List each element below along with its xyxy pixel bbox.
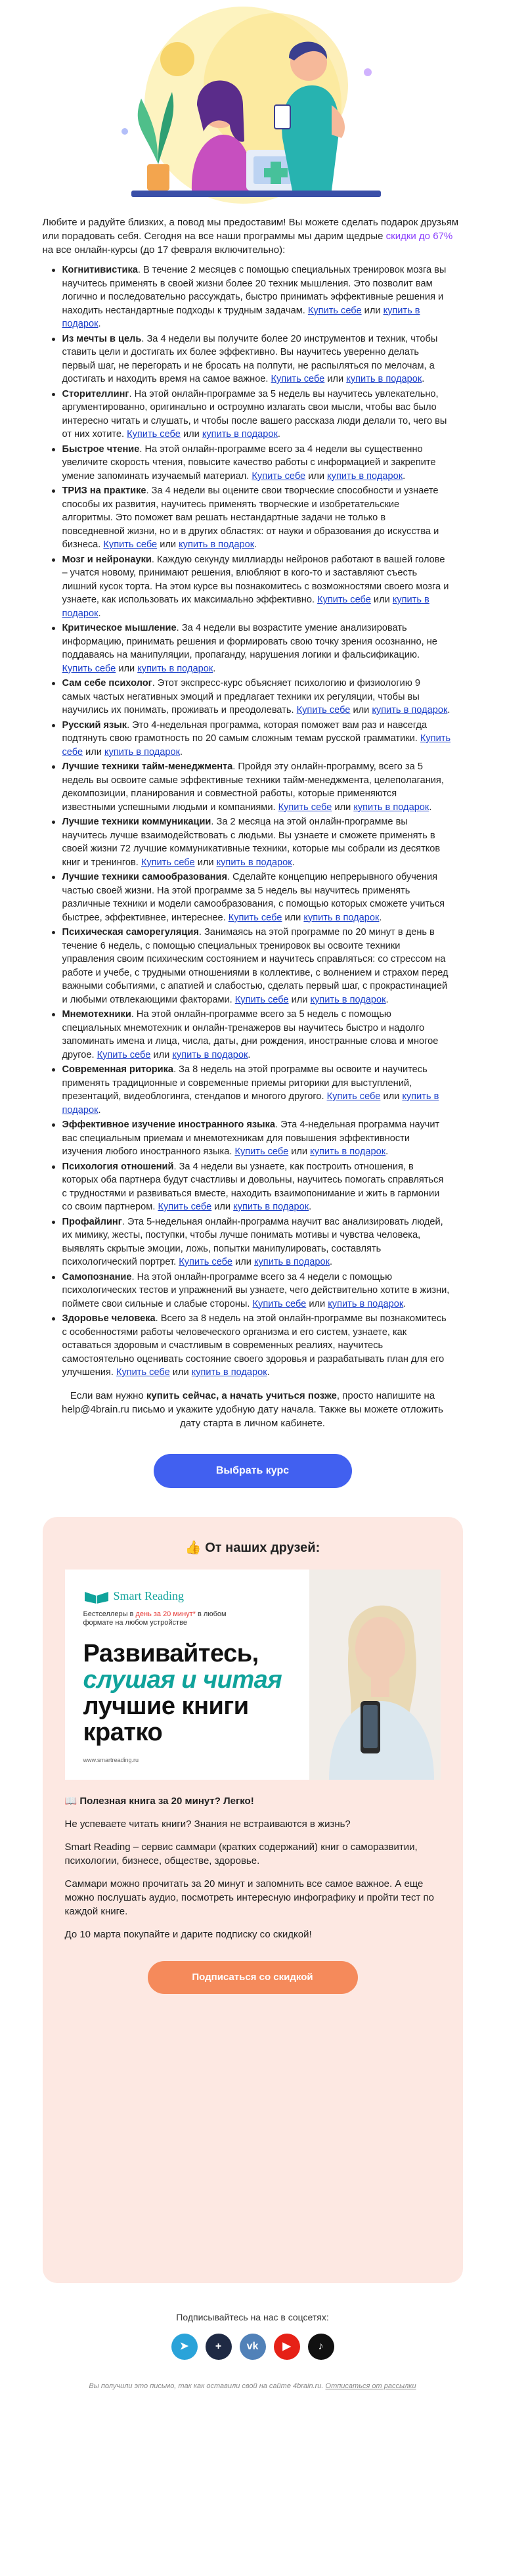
outro-bold: купить сейчас, а начать учиться позже xyxy=(146,1390,337,1401)
or-text: или xyxy=(284,912,301,923)
promo-head-line4: кратко xyxy=(83,1718,163,1746)
buy-self-link[interactable]: Купить себе xyxy=(228,912,282,923)
buy-gift-link[interactable]: купить в подарок xyxy=(172,1049,248,1060)
social-section xyxy=(0,2311,505,2360)
course-item: Мозг и нейронауки. Каждую секунду миллиарды нейронов работают в вашей голове – учатся новому, принимают решения, влюбляют в кого-то и заставляют съесть лишний кусок торта. На этом курсе вы познакомитесь с возможностями своего мозга и узнаете, как использовать их максимально эффективно. Купить себе или купить в подарок. xyxy=(62,553,451,621)
vk-icon[interactable]: vk xyxy=(240,2334,266,2360)
course-description: . За 8 недель на этой программе вы освоите и научитесь применять традиционные и современные приемы риторики для выступлений, презентаций, видеоблогинга, стендапов и многого другого. xyxy=(62,1064,428,1102)
course-title: ТРИЗ на практике xyxy=(62,486,146,496)
course-description: . На этой онлайн-программе всего за 4 недели вы существенно увеличите скорость чтения, повысите качество работы с информацией и закрепите умение запоминать изучаемый материал. xyxy=(62,443,436,482)
course-item: Русский язык. Это 4-недельная программа, которая поможет вам раз и навсегда подтянуть свою грамотность по 20 самым сложным темам русской грамматики. Купить себе или купить в подарок. xyxy=(62,719,451,759)
choose-course-button[interactable]: Выбрать курс xyxy=(154,1454,352,1488)
buy-self-link[interactable]: Купить себе xyxy=(271,374,325,384)
course-title: Лучшие техники самообразования xyxy=(62,872,228,882)
course-description: . На этой онлайн-программе всего за 4 недели с помощью психологических тестов и упражнений вы узнаете, чего действительно хотите в жизни, поймете свои сильные и слабые стороны. xyxy=(62,1271,450,1309)
course-description: . За 4 недели вы оцените свои творческие способности и узнаете способы их развития, научитесь применять творческие и изобретательские алгоритмы. Это поможет вам решать нестандартные задачи не только в повседневной жизни, но и в других областях: от науки и образования до искусства и бизнеса. xyxy=(62,486,439,550)
course-description: . За 4 недели вы получите более 20 инструментов и техник, чтобы ставить цели и достигать их более эффективно. Вы научитесь уверенно делать первый шаг, не перегорать и не бросать на полпути, не распыляться по мелочам, а достигать и находить время на самое важное. xyxy=(62,333,438,384)
course-item: Эффективное изучение иностранного языка. Эта 4-недельная программа научит вас специальным приемам и мнемотехникам для повышения эффективности изучения любого иностранного языка. Купить себе или купить в подарок. xyxy=(62,1118,451,1159)
youtube-icon[interactable]: ▶ xyxy=(274,2334,300,2360)
footer xyxy=(0,2380,505,2393)
course-item: Сторителлинг. На этой онлайн-программе за 5 недель вы научитесь увлекательно, аргументированно, оригинально и остроумно излагать свои мысли, чтобы вас было интересно читать и слушать, и чтобы после вашего рассказа люди делали то, чего вы от них хотите. Купить себе или купить в подарок. xyxy=(62,388,451,441)
buy-gift-link[interactable]: купить в подарок xyxy=(233,1202,309,1212)
buy-self-link[interactable]: Купить себе xyxy=(158,1202,212,1212)
course-list xyxy=(43,263,463,1380)
buy-self-link[interactable]: Купить себе xyxy=(278,802,332,813)
or-text: или xyxy=(309,1298,326,1309)
course-description: . Каждую секунду миллиарды нейронов работают в вашей голове – учатся новому, принимают решения, влюбляют в кого-то и заставляют съесть лишний кусок торта. На этом курсе вы познакомитесь с возможностями своего мозга и узнаете, как использовать их максимально эффективно. xyxy=(62,554,449,605)
course-title: Мозг и нейронауки xyxy=(62,554,152,565)
buy-self-link[interactable]: Купить себе xyxy=(97,1049,151,1060)
course-title: Самопознание xyxy=(62,1271,132,1282)
buy-self-link[interactable]: Купить себе xyxy=(234,1146,289,1157)
course-title: Здоровье человека xyxy=(62,1313,156,1324)
outro-text xyxy=(56,1389,450,1430)
buy-self-link[interactable]: Купить себе xyxy=(252,470,306,482)
buy-gift-link[interactable]: купить в подарок xyxy=(179,539,255,550)
friends-title: 👍 От наших друзей: xyxy=(185,1540,320,1555)
buy-self-link[interactable]: Купить себе xyxy=(296,705,351,715)
buy-gift-link[interactable]: купить в подарок xyxy=(327,470,403,482)
tiktok-icon[interactable]: ♪ xyxy=(308,2334,334,2360)
promo-headline xyxy=(83,1640,320,1746)
friends-paragraph-4: До 10 марта покупайте и дарите подписку со скидкой! xyxy=(64,1928,312,1940)
buy-gift-link[interactable]: купить в подарок xyxy=(310,1146,386,1157)
buy-gift-link[interactable]: купить в подарок xyxy=(104,746,181,757)
or-text: или xyxy=(214,1202,231,1212)
smart-reading-logo xyxy=(83,1589,184,1604)
buy-self-link[interactable]: Купить себе xyxy=(326,1091,381,1102)
course-title: Психология отношений xyxy=(62,1161,174,1172)
friends-paragraph-3: Саммари можно прочитать за 20 минут и запомнить все самое важное. А еще можно послушать аудио, посмотреть интересную инфографику и пройти тест по каждой книге. xyxy=(64,1878,435,1917)
course-item: Когнитивистика. В течение 2 месяцев с помощью специальных тренировок мозга вы научитесь применять в своей жизни более 20 техник мышления. Это позволит вам логично и последовательно рассуждать, быстро принимать эффективные решения и находить нестандартные подходы к трудным задачам. Купить себе или купить в подарок. xyxy=(62,263,451,331)
subscribe-discount-button[interactable]: Подписаться со скидкой xyxy=(148,1961,358,1994)
friends-block xyxy=(43,1517,463,2283)
promo-woman-photo xyxy=(309,1570,441,1780)
buy-self-link[interactable]: Купить себе xyxy=(234,994,289,1005)
buy-self-link[interactable]: Купить себе xyxy=(116,1367,170,1378)
intro-part2: на все онлайн-курсы (до 17 февраля включительно): xyxy=(42,244,286,256)
promo-url: www.smartreading.ru xyxy=(83,1756,139,1763)
course-title: Лучшие техники тайм-менеджмента xyxy=(62,761,233,772)
course-title: Психическая саморегуляция xyxy=(62,927,199,938)
or-text: или xyxy=(235,1257,252,1267)
friends-paragraph-1: Не успеваете читать книги? Знания не встраиваются в жизнь? xyxy=(64,1818,351,1830)
course-description: . За 2 месяца на этой онлайн-программе вы научитесь лучше взаимодействовать с людьми. Вы узнаете и сможете применять в своей жизни 72 лучшие коммуникативные техники, которые мы собрали из десятков книг и тренингов. xyxy=(62,817,441,868)
or-text: или xyxy=(118,663,135,674)
buy-gift-link[interactable]: купить в подарок xyxy=(310,994,386,1005)
buy-gift-link[interactable]: купить в подарок xyxy=(372,705,448,715)
course-item: ТРИЗ на практике. За 4 недели вы оцените свои творческие способности и узнаете способы их развития, научитесь применять творческие и изобретательские алгоритмы. Это поможет вам решать нестандартные задачи не только в повседневной жизни, но и в других областях: от науки и образования до искусства и бизнеса. Купить себе или купить в подарок. xyxy=(62,484,451,552)
or-text: или xyxy=(291,1146,308,1157)
intro-text xyxy=(43,215,463,263)
plus-icon[interactable]: + xyxy=(206,2334,232,2360)
buy-self-link[interactable]: Купить себе xyxy=(103,539,158,550)
course-item: Сам себе психолог. Этот экспресс-курс объясняет психологию и физиологию 9 самых частых негативных эмоций и предлагает техники их регуляции, чтобы вы научились их понимать, проживать и преодолевать. Купить себе или купить в подарок. xyxy=(62,677,451,717)
buy-self-link[interactable]: Купить себе xyxy=(62,663,116,674)
course-description: . Этот экспресс-курс объясняет психологию и физиологию 9 самых частых негативных эмоций и предлагает техники их регуляции, чтобы вы научились их понимать, проживать и преодолевать. xyxy=(62,678,420,715)
or-text: или xyxy=(334,802,351,813)
outro-part2: , просто напишите на help@4brain.ru письмо и укажите удобную дату начала. Также вы можете отложить дату старта в личном кабинете. xyxy=(62,1390,443,1429)
or-text: или xyxy=(383,1091,400,1102)
course-title: Когнитивистика xyxy=(62,265,138,275)
course-item: Психология отношений. За 4 недели вы узнаете, как построить отношения, в которых оба партнера будут счастливы и довольны, научитесь помогать справляться с трудностями и развиваться вместе, находить взаимопонимание и жить в гармонии со своим партнером. Купить себе или купить в подарок. xyxy=(62,1160,451,1214)
course-title: Сторителлинг xyxy=(62,388,129,399)
promo-head-line3: лучшие книги xyxy=(83,1692,249,1720)
course-description: . Сделайте концепцию непрерывного обучения частью своей жизни. На этой программе за 5 недель вы научитесь применять различные техники и модели самообразования, с помощью которых сможете учиться быстрее, эффективнее, интереснее. xyxy=(62,872,445,923)
course-description: . Это 4-недельная программа, которая поможет вам раз и навсегда подтянуть свою грамотность по 20 самым сложным темам русской грамматики. xyxy=(62,719,428,744)
buy-self-link[interactable]: Купить себе xyxy=(127,429,181,440)
course-description: . Занимаясь на этой программе по 20 минут в день в течение 6 недель, с помощью специальных тренировок вы освоите техники управления своим психическим состоянием и научитесь справляться: со стрессом на работе и учебе, с трудными отношениями в коллективе, с волнением и страхом перед важными событиями, с апатией и слабостью, сделать первый шаг, с прокрастинацией и любыми отвлекающими факторами. xyxy=(62,927,449,1005)
course-title: Русский язык xyxy=(62,719,127,731)
course-title: Критическое мышление xyxy=(62,623,177,633)
course-title: Эффективное изучение иностранного языка xyxy=(62,1119,276,1130)
or-text: или xyxy=(197,857,214,868)
course-description: . Пройдя эту онлайн-программу, всего за 5 недель вы освоите самые эффективные техники тайм-менеджмента, целеполагания, декомпозиции, планирования и совместной работы, которые применяются известными успешными людьми и компаниями. xyxy=(62,761,444,813)
or-text: или xyxy=(160,539,177,550)
intro-discount: скидки до 67% xyxy=(385,231,453,242)
or-text: или xyxy=(373,595,390,605)
cta-wrap xyxy=(43,1454,463,1488)
course-item: Лучшие техники тайм-менеджмента. Пройдя эту онлайн-программу, всего за 5 недель вы освоите самые эффективные техники тайм-менеджмента, целеполагания, декомпозиции, планирования и совместной работы, которые применяются известными успешными людьми и компаниями. Купить себе или купить в подарок. xyxy=(62,760,451,814)
course-title: Профайлинг xyxy=(62,1216,122,1227)
course-description: . На этой онлайн-программе всего за 5 недель с помощью специальных мнемотехник и онлайн-тренажеров вы научитесь быстро и надолго запоминать имена и лица, числа, даты, дни рождения, иностранные слова и многое другое. xyxy=(62,1009,439,1060)
buy-gift-link[interactable]: купить в подарок xyxy=(137,663,213,674)
buy-gift-link[interactable]: купить в подарок xyxy=(328,1298,404,1309)
buy-self-link[interactable]: Купить себе xyxy=(307,305,362,316)
buy-self-link[interactable]: Купить себе xyxy=(179,1257,232,1267)
intro-part1: Любите и радуйте близких, а повод мы предоставим! Вы можете сделать подарок друзьям или порадовать себя. Сегодня на все наши программы мы дарим щедрые xyxy=(42,217,459,242)
or-text: или xyxy=(327,374,344,384)
buy-gift-link[interactable]: купить в подарок xyxy=(62,595,429,619)
smart-reading-banner[interactable] xyxy=(65,1570,441,1780)
promo-sub-red: день за 20 минут* xyxy=(135,1610,196,1618)
or-text: или xyxy=(291,994,308,1005)
course-item: Современная риторика. За 8 недель на этой программе вы освоите и научитесь применять традиционные и современные приемы риторики для выступлений, презентаций, видеоблогинга, стендапов и многого другого. Купить себе или купить в подарок. xyxy=(62,1063,451,1117)
course-item: Быстрое чтение. На этой онлайн-программе всего за 4 недели вы существенно увеличите скорость чтения, повысите качество работы с информацией и закрепите умение запоминать изучаемый материал. Купить себе или купить в подарок. xyxy=(62,443,451,484)
book-icon xyxy=(83,1589,110,1604)
or-text: или xyxy=(153,1049,170,1060)
course-item: Лучшие техники коммуникации. За 2 месяца на этой онлайн-программе вы научитесь лучше взаимодействовать с людьми. Вы узнаете и сможете применять в своей жизни 72 лучшие коммуникативные техники, которые мы собрали из десятков книг и тренингов. Купить себе или купить в подарок. xyxy=(62,815,451,869)
or-text: или xyxy=(183,429,200,440)
or-text: или xyxy=(172,1367,189,1378)
course-description: . Эта 4-недельная программа научит вас специальным приемам и мнемотехникам для повышения эффективности изучения любого иностранного языка. xyxy=(62,1119,440,1157)
smart-reading-brand: Smart Reading xyxy=(113,1589,184,1602)
promo-head-line2: слушая и читая xyxy=(83,1665,282,1694)
or-text: или xyxy=(308,470,325,482)
buy-self-link[interactable]: Купить себе xyxy=(252,1298,307,1309)
unsubscribe-link[interactable]: Отписаться от рассылки xyxy=(325,2382,416,2390)
course-title: Быстрое чтение xyxy=(62,443,140,455)
course-item: Из мечты в цель. За 4 недели вы получите более 20 инструментов и техник, чтобы ставить цели и достигать их более эффективно. Вы научитесь уверенно делать первый шаг, не перегорать и не бросать на полпути, не распыляться по мелочам, а достигать и находить время на самое важное. Купить себе или купить в подарок. xyxy=(62,332,451,386)
or-text: или xyxy=(85,746,102,757)
promo-head-line1: Развивайтесь, xyxy=(83,1639,259,1667)
course-title: Сам себе психолог xyxy=(62,678,152,689)
buy-self-link[interactable]: Купить себе xyxy=(317,595,371,605)
course-description: . Эта 5-недельная онлайн-программа научит вас анализировать людей, их мимику, жесты, поступки, чтобы лучше понимать мотивы и чувства человека, выявлять скрытые эмоции, ложь, попытки манипулировать, составлять психологический портрет. xyxy=(62,1216,443,1267)
course-description: . Всего за 8 недель на этой онлайн-программе вы познакомитесь с особенностями работы человеческого организма и его систем, узнаете, как оставаться здоровым и счастливым в современных реалиях, научитесь самостоятельно оценивать состояние своего здоровья и разрабатывать план для его улучшения. xyxy=(62,1313,447,1378)
buy-self-link[interactable]: Купить себе xyxy=(62,733,451,757)
course-item: Профайлинг. Эта 5-недельная онлайн-программа научит вас анализировать людей, их мимику, жесты, поступки, чтобы лучше понимать мотивы и чувства человека, выявлять скрытые эмоции, ложь, попытки манипулировать, составлять психологический портрет. Купить себе или купить в подарок. xyxy=(62,1215,451,1269)
buy-gift-link[interactable]: купить в подарок xyxy=(303,912,380,923)
course-title: Мнемотехники xyxy=(62,1009,131,1020)
buy-gift-link[interactable]: купить в подарок xyxy=(346,374,422,384)
telegram-icon[interactable]: ➤ xyxy=(171,2334,198,2360)
or-text: или xyxy=(353,705,370,715)
footer-text: Вы получили это письмо, так как оставили свой на сайте 4brain.ru. xyxy=(89,2382,326,2390)
buy-gift-link[interactable]: купить в подарок xyxy=(202,429,278,440)
buy-gift-link[interactable]: купить в подарок xyxy=(253,1257,330,1267)
course-title: Лучшие техники коммуникации xyxy=(62,817,211,827)
hero-illustration xyxy=(0,0,505,215)
course-item: Здоровье человека. Всего за 8 недель на этой онлайн-программе вы познакомитесь с особенностями работы человеческого организма и его систем, узнаете, как оставаться здоровым и счастливым в современных реалиях, научитесь самостоятельно оценивать состояние своего здоровья и разрабатывать план для его улучшения. Купить себе или купить в подарок. xyxy=(62,1312,451,1380)
friends-paragraph-2: Smart Reading – сервис саммари (кратких содержаний) книг о саморазвитии, психологии, бизнесе, обществе, здоровье. xyxy=(64,1841,418,1866)
outro-part1: Если вам нужно xyxy=(70,1390,146,1401)
social-title: Подписывайтесь на нас в соцсетях: xyxy=(176,2311,329,2322)
buy-gift-link[interactable]: купить в подарок xyxy=(353,802,429,813)
buy-gift-link[interactable]: купить в подарок xyxy=(62,1091,439,1116)
promo-sub-part1: Бестселлеры в xyxy=(83,1610,136,1618)
hero-drawing xyxy=(0,0,505,215)
course-item: Критическое мышление. За 4 недели вы возрастите умение анализировать информацию, принимать решения и формировать свою точку зрения осознанно, не поддаваясь на манипуляции, пропаганду, нарушения логики и фальсификацию. Купить себе или купить в подарок. xyxy=(62,621,451,675)
course-item: Самопознание. На этой онлайн-программе всего за 4 недели с помощью психологических тестов и упражнений вы узнаете, чего действительно хотите в жизни, поймете свои сильные и слабые стороны. Купить себе или купить в подарок. xyxy=(62,1271,451,1311)
buy-gift-link[interactable]: купить в подарок xyxy=(216,857,292,868)
course-item: Психическая саморегуляция. Занимаясь на этой программе по 20 минут в день в течение 6 недель, с помощью специальных тренировок вы освоите техники управления своим психическим состоянием и научитесь справляться: со стрессом на работе и учебе, с трудными отношениями в коллективе, с волнением и страхом перед важными событиями, с апатией и слабостью, сделать первый шаг, с прокрастинацией и любыми отвлекающими факторами. Купить себе или купить в подарок. xyxy=(62,926,451,1006)
course-description: . За 4 недели вы возрастите умение анализировать информацию, принимать решения и формировать свою точку зрения осознанно, не поддаваясь на манипуляции, пропаганду, нарушения логики и фальсификацию. xyxy=(62,623,437,660)
buy-self-link[interactable]: Купить себе xyxy=(141,857,195,868)
course-title: Из мечты в цель xyxy=(62,333,142,344)
promo-subtitle xyxy=(83,1610,241,1627)
or-text: или xyxy=(364,305,381,316)
promo-sub-part2: в любом формате на любом устройстве xyxy=(83,1610,227,1627)
social-icons-row xyxy=(0,2334,505,2360)
course-item: Лучшие техники самообразования. Сделайте концепцию непрерывного обучения частью своей жизни. На этой программе за 5 недель вы научитесь применять различные техники и модели самообразования, с помощью которых сможете учиться быстрее, эффективнее, интереснее. Купить себе или купить в подарок. xyxy=(62,870,451,924)
book-title: 📖 Полезная книга за 20 минут? Легко! xyxy=(64,1795,254,1807)
course-description: . За 4 недели вы узнаете, как построить отношения, в которых оба партнера будут счастливы и довольны, научитесь помогать справляться с трудностями и развиваться вместе, находить взаимопонимание и жить в гармонии со своим партнером. xyxy=(62,1161,444,1212)
course-item: Мнемотехники. На этой онлайн-программе всего за 5 недель с помощью специальных мнемотехник и онлайн-тренажеров вы научитесь быстро и надолго запоминать имена и лица, числа, даты, дни рождения, иностранные слова и многое другое. Купить себе или купить в подарок. xyxy=(62,1008,451,1062)
course-description: . В течение 2 месяцев с помощью специальных тренировок мозга вы научитесь применять в своей жизни более 20 техник мышления. Это позволит вам логично и последовательно рассуждать, быстро принимать эффективные решения и находить нестандартные подходы к трудным задачам. xyxy=(62,265,447,316)
buy-gift-link[interactable]: купить в подарок xyxy=(191,1367,267,1378)
course-title: Современная риторика xyxy=(62,1064,174,1075)
course-description: . На этой онлайн-программе за 5 недель вы научитесь увлекательно, аргументированно, оригинально и остроумно излагать свои мысли, чтобы вас было интересно читать и слушать, и чтобы после вашего рассказа люди делали то, чего вы от них хотите. xyxy=(62,388,447,440)
buy-gift-link[interactable]: купить в подарок xyxy=(62,305,420,329)
